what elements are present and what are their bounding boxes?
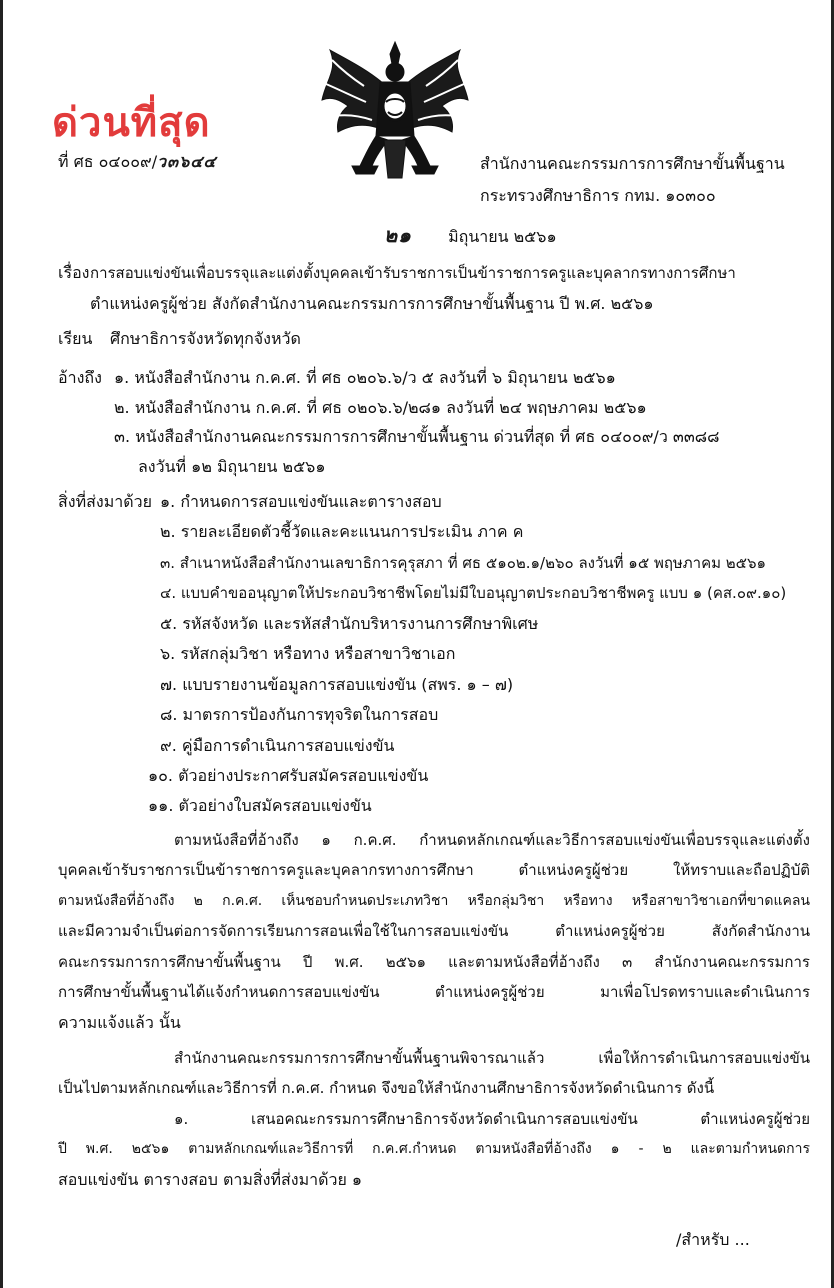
body-paragraph-1-line: การศึกษาขั้นพื้นฐานได้แจ้งกำหนดการสอบแข่งขัน ตำแหน่งครูผู้ช่วย มาเพื่อโปรดทราบและดำเนินการ [58, 983, 810, 1001]
urgency-stamp: ด่วนที่สุด [52, 100, 211, 146]
page-continuation-marker: /สำหรับ ... [676, 1230, 750, 1249]
recipient-label: เรียน [58, 329, 93, 348]
document-number [58, 150, 216, 174]
reference-item-3: ๓. หนังสือสำนักงานคณะกรรมการการศึกษาขั้นพื้นฐาน ด่วนที่สุด ที่ ศธ ๐๔๐๐๙/ว ๓๓๘๘ [114, 427, 720, 446]
document-date [384, 223, 557, 249]
agency-address: กระทรวงศึกษาธิการ กทม. ๑๐๓๐๐ [480, 186, 716, 205]
body-paragraph-3-line: ๑. เสนอคณะกรรมการศึกษาธิการจังหวัดดำเนินการสอบแข่งขัน ตำแหน่งครูผู้ช่วย [174, 1110, 810, 1128]
enclosure-item: ๑. กำหนดการสอบแข่งขันและตารางสอบ [160, 492, 442, 511]
date-month-year: มิถุนายน ๒๕๖๑ [448, 227, 557, 246]
document-number-handwritten: ว๓๖๔๔ [157, 152, 217, 171]
body-paragraph-1-line: ความแจ้งแล้ว นั้น [58, 1013, 181, 1032]
enclosure-item: ๒. รายละเอียดตัวชี้วัดและคะแนนการประเมิน ภาค ค [160, 522, 524, 541]
enclosure-item: ๔. แบบคำขออนุญาตให้ประกอบวิชาชีพโดยไม่มีใบอนุญาตประกอบวิชาชีพครู แบบ ๑ (คส.๐๙.๑๐) [160, 584, 787, 602]
reference-item-1: ๑. หนังสือสำนักงาน ก.ค.ศ. ที่ ศธ ๐๒๐๖.๖/ว ๕ ลงวันที่ ๖ มิถุนายน ๒๕๖๑ [114, 368, 616, 387]
enclosure-item: ๖. รหัสกลุ่มวิชา หรือทาง หรือสาขาวิชาเอก [160, 644, 456, 663]
garuda-emblem-icon [318, 40, 472, 182]
document-number-prefix: ที่ ศธ ๐๔๐๐๙/ [58, 152, 158, 171]
body-paragraph-1-line: บุคคลเข้ารับราชการเป็นข้าราชการครูและบุคลากรทางการศึกษา ตำแหน่งครูผู้ช่วย ให้ทราบและถือปฏิบัติ [58, 861, 810, 879]
body-paragraph-1-line: คณะกรรมการการศึกษาขั้นพื้นฐาน ปี พ.ศ. ๒๕๖๑ และตามหนังสือที่อ้างถึง ๓ สำนักงานคณะกรรมการ [58, 953, 810, 971]
body-paragraph-1-line: ตามหนังสือที่อ้างถึง ๑ ก.ค.ศ. กำหนดหลักเกณฑ์และวิธีการสอบแข่งขันเพื่อบรรจุและแต่งตั้ง [174, 831, 810, 849]
body-paragraph-2-line: สำนักงานคณะกรรมการการศึกษาขั้นพื้นฐานพิจารณาแล้ว เพื่อให้การดำเนินการสอบแข่งขัน [174, 1049, 810, 1067]
references-label: อ้างถึง [58, 368, 102, 387]
reference-item-2: ๒. หนังสือสำนักงาน ก.ค.ศ. ที่ ศธ ๐๒๐๖.๖/๒๘๑ ลงวันที่ ๒๔ พฤษภาคม ๒๕๖๑ [114, 398, 647, 417]
subject-line-1: การสอบแข่งขันเพื่อบรรจุและแต่งตั้งบุคคลเข้ารับราชการเป็นข้าราชการครูและบุคลากรทางการศึกษา [90, 264, 736, 282]
body-paragraph-2-line: เป็นไปตามหลักเกณฑ์และวิธีการที่ ก.ค.ศ. กำหนด จึงขอให้สำนักงานศึกษาธิการจังหวัดดำเนินการ ดังนี้ [58, 1079, 715, 1097]
scan-border-left [0, 0, 3, 1288]
enclosure-item: ๗. แบบรายงานข้อมูลการสอบแข่งขัน (สพร. ๑ – ๗) [160, 675, 514, 694]
subject-label: เรื่อง [58, 263, 90, 282]
recipient-text: ศึกษาธิการจังหวัดทุกจังหวัด [110, 329, 301, 348]
date-day-handwritten: ๒๑ [384, 223, 412, 247]
enclosure-item: ๘. มาตรการป้องกันการทุจริตในการสอบ [160, 705, 439, 724]
enclosures-label: สิ่งที่ส่งมาด้วย [58, 492, 152, 511]
enclosure-item: ๑๑. ตัวอย่างใบสมัครสอบแข่งขัน [148, 796, 372, 815]
body-paragraph-1-line: และมีความจำเป็นต่อการจัดการเรียนการสอนเพื่อใช้ในการสอบแข่งขัน ตำแหน่งครูผู้ช่วย สังกัดสำนักงาน [58, 922, 810, 940]
subject-line-2: ตำแหน่งครูผู้ช่วย สังกัดสำนักงานคณะกรรมการการศึกษาขั้นพื้นฐาน ปี พ.ศ. ๒๕๖๑ [90, 294, 654, 313]
reference-item-3-continued: ลงวันที่ ๑๒ มิถุนายน ๒๕๖๑ [138, 457, 326, 476]
body-paragraph-3-line: ปี พ.ศ. ๒๕๖๑ ตามหลักเกณฑ์และวิธีการที่ ก.ค.ศ.กำหนด ตามหนังสือที่อ้างถึง ๑ - ๒ และตามกำหนดการ [58, 1141, 810, 1157]
enclosure-item: ๙. คู่มือการดำเนินการสอบแข่งขัน [160, 736, 395, 755]
body-paragraph-3-line: สอบแข่งขัน ตารางสอบ ตามสิ่งที่ส่งมาด้วย ๑ [58, 1170, 363, 1189]
enclosure-item: ๕. รหัสจังหวัด และรหัสสำนักบริหารงานการศึกษาพิเศษ [160, 614, 539, 633]
enclosure-item: ๓. สำเนาหนังสือสำนักงานเลขาธิการคุรุสภา ที่ ศธ ๕๑๐๒.๑/๒๖๐ ลงวันที่ ๑๕ พฤษภาคม ๒๕๖๑ [160, 554, 767, 572]
enclosure-item: ๑๐. ตัวอย่างประกาศรับสมัครสอบแข่งขัน [148, 766, 429, 785]
agency-name: สำนักงานคณะกรรมการการศึกษาขั้นพื้นฐาน [480, 154, 785, 173]
body-paragraph-1-line: ตามหนังสือที่อ้างถึง ๒ ก.ค.ศ. เห็นชอบกำหนดประเภทวิชา หรือกลุ่มวิชา หรือทาง หรือสาขาวิชาเอกที่ขาดแคลน [58, 893, 810, 909]
